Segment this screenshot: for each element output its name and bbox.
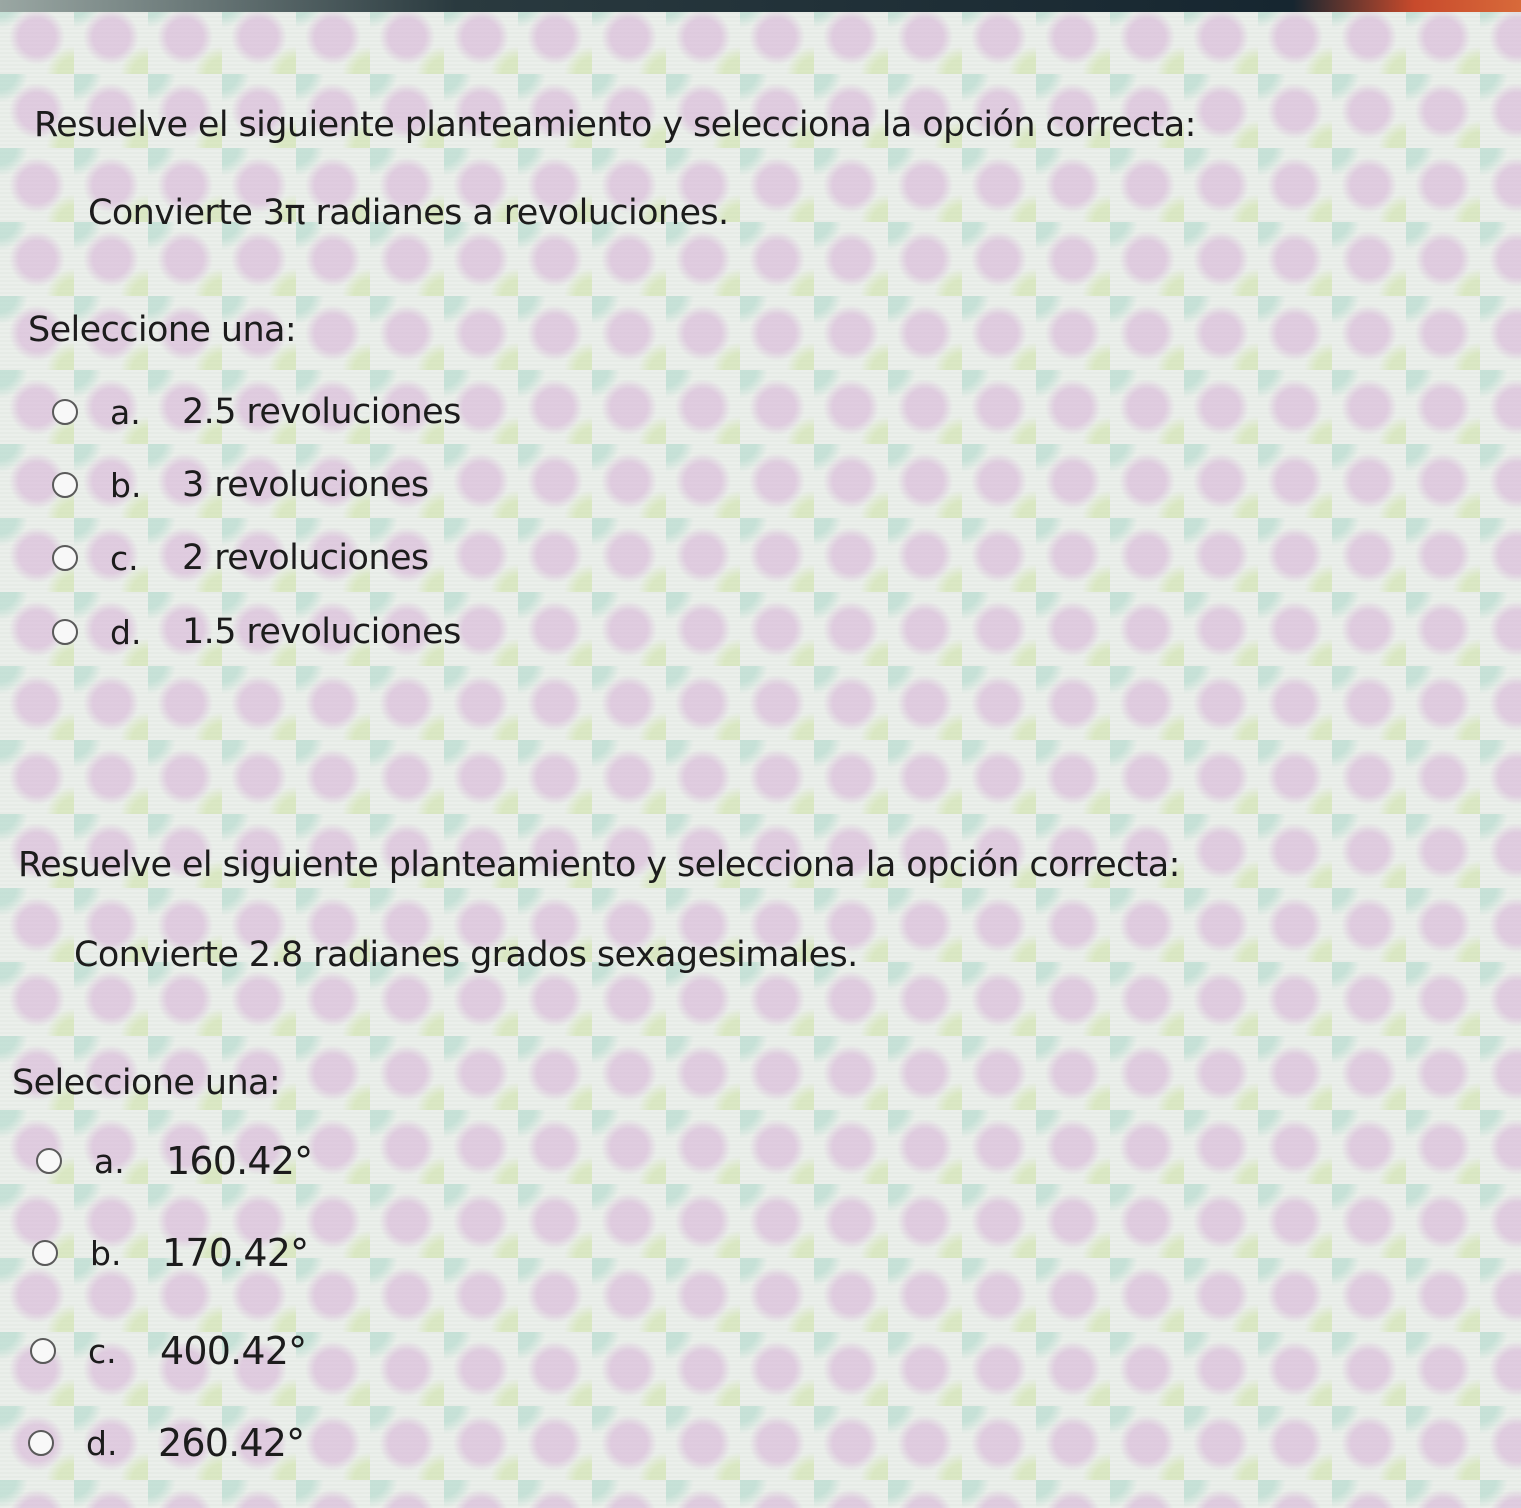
option-letter: a. (110, 392, 141, 432)
option-text: 2 revoluciones (182, 538, 429, 578)
question-prompt: Convierte 2.8 radianes grados sexagesimales. (74, 935, 858, 975)
option-d[interactable] (28, 1419, 304, 1467)
option-text: 260.42° (158, 1421, 305, 1465)
option-d[interactable] (52, 608, 461, 656)
option-letter: d. (86, 1423, 118, 1463)
question-prompt: Convierte 3π radianes a revoluciones. (88, 193, 729, 233)
option-letter: c. (110, 538, 139, 578)
radio-button[interactable] (52, 472, 78, 498)
option-text: 160.42° (166, 1139, 313, 1183)
option-letter: b. (110, 465, 142, 505)
option-text: 400.42° (160, 1329, 307, 1373)
option-letter: c. (88, 1331, 117, 1371)
option-letter: d. (110, 612, 142, 652)
question-instruction: Resuelve el siguiente planteamiento y selecciona la opción correcta: (18, 845, 1180, 885)
option-letter: b. (90, 1233, 122, 1273)
question-instruction: Resuelve el siguiente planteamiento y selecciona la opción correcta: (34, 105, 1196, 145)
radio-button[interactable] (52, 545, 78, 571)
option-b[interactable] (52, 461, 429, 509)
option-a[interactable] (36, 1137, 312, 1185)
option-text: 3 revoluciones (182, 465, 429, 505)
option-c[interactable] (30, 1327, 306, 1375)
option-text: 2.5 revoluciones (182, 392, 461, 432)
radio-button[interactable] (52, 399, 78, 425)
option-b[interactable] (32, 1229, 308, 1277)
option-c[interactable] (52, 534, 429, 582)
select-one-label: Seleccione una: (12, 1063, 281, 1103)
radio-button[interactable] (28, 1430, 54, 1456)
radio-button[interactable] (36, 1148, 62, 1174)
radio-button[interactable] (32, 1240, 58, 1266)
select-one-label: Seleccione una: (28, 310, 297, 350)
option-letter: a. (94, 1141, 125, 1181)
option-text: 1.5 revoluciones (182, 612, 461, 652)
window-top-bar (0, 0, 1521, 12)
option-text: 170.42° (162, 1231, 309, 1275)
radio-button[interactable] (30, 1338, 56, 1364)
option-a[interactable] (52, 388, 461, 436)
radio-button[interactable] (52, 619, 78, 645)
